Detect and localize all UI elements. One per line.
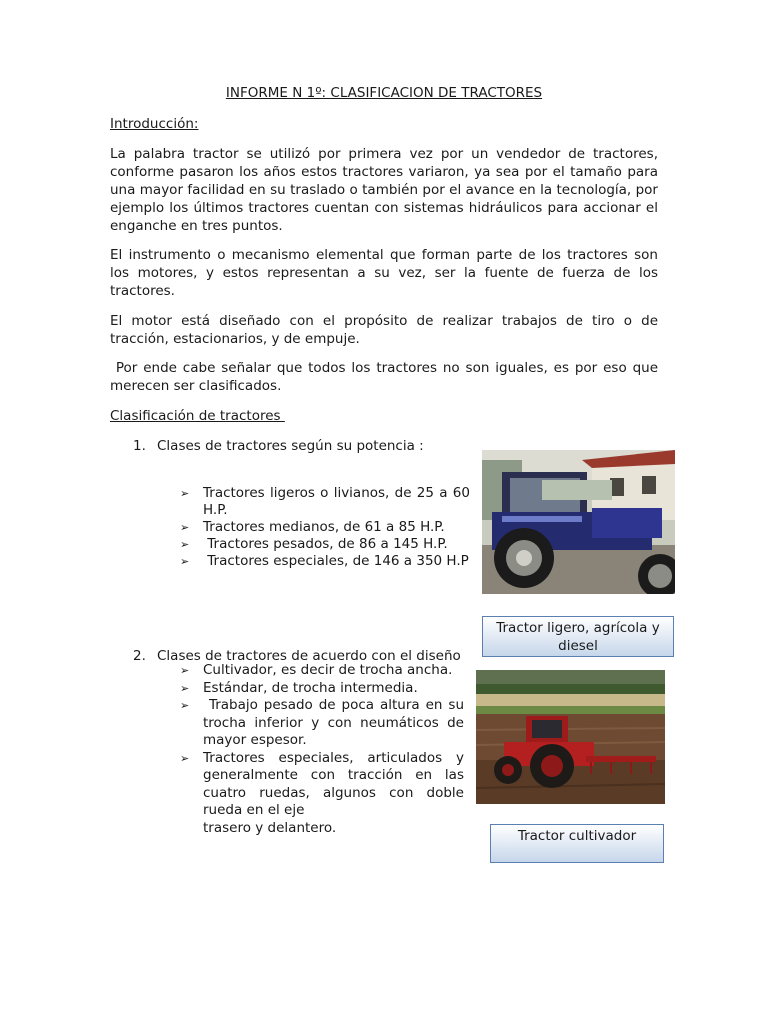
- classification-heading: Clasificación de tractores: [110, 408, 285, 424]
- paragraph-1: La palabra tractor se utilizó por primera vez por un vendedor de tractores, conforme pasaron los años estos tractores variaron, ya sea por el tamaño para una mayor facilidad en su traslado o también por el avance en la tecnología, por ejemplo los últimos tractores cuentan con sistemas hidráulicos para accionar el enganche en tres puntos.: [110, 146, 658, 234]
- tractor-ligero-photo: [482, 450, 675, 594]
- list-item: ➢ Estándar, de trocha intermedia.: [180, 679, 418, 696]
- intro-heading: Introducción:: [110, 116, 199, 132]
- list-item-continuation: trasero y delantero.: [203, 819, 337, 836]
- section2-heading: Clases de tractores de acuerdo con el diseño: [157, 648, 461, 664]
- section1-heading: Clases de tractores según su potencia :: [157, 438, 424, 454]
- list-item: ➢ Tractores especiales, de 146 a 350 H.P: [180, 553, 469, 569]
- list-item: ➢ Trabajo pesado de poca altura en su trocha inferior y con neumáticos de mayor espesor.: [180, 697, 469, 748]
- paragraph-2: El instrumento o mecanismo elemental que forman parte de los tractores son los motores, y estos representan a su vez, ser la fuente de fuerza de los tractores.: [110, 247, 658, 299]
- section2-list: [180, 662, 469, 837]
- list-item: ➢ Tractores medianos, de 61 a 85 H.P.: [180, 519, 445, 535]
- arrow-bullet-icon: ➢: [180, 699, 190, 712]
- arrow-bullet-icon: ➢: [180, 555, 190, 568]
- list-item: ➢ Cultivador, es decir de trocha ancha.: [180, 662, 453, 678]
- arrow-bullet-icon: ➢: [180, 487, 190, 500]
- list-item: ➢ Tractores ligeros o livianos, de 25 a 60 H.P.: [180, 485, 470, 518]
- arrow-bullet-icon: ➢: [180, 664, 190, 677]
- list-item: ➢ Tractores pesados, de 86 a 145 H.P.: [180, 536, 448, 552]
- tractor-cultivador-photo: [476, 670, 665, 804]
- page-title: INFORME N 1º: CLASIFICACION DE TRACTORES: [225, 85, 543, 101]
- caption-tractor-cultivador: Tractor cultivador: [490, 824, 664, 863]
- paragraph-4: Por ende cabe señalar que todos los tractores no son iguales, es por eso que merecen ser clasificados.: [110, 360, 663, 394]
- arrow-bullet-icon: ➢: [180, 538, 190, 551]
- section1-number: 1.: [133, 438, 146, 454]
- section2-number: 2.: [133, 648, 146, 664]
- caption-tractor-ligero: Tractor ligero, agrícola y diesel: [482, 616, 674, 657]
- section1-list: [180, 485, 470, 570]
- list-item: ➢ Tractores especiales, articulados y generalmente con tracción en las cuatro ruedas, algunos con doble rueda en el eje: [180, 749, 464, 818]
- arrow-bullet-icon: ➢: [180, 751, 190, 765]
- arrow-bullet-icon: ➢: [180, 521, 190, 534]
- paragraph-3: El motor está diseñado con el propósito de realizar trabajos de tiro o de tracción, estacionarios, y de empuje.: [110, 313, 658, 347]
- arrow-bullet-icon: ➢: [180, 681, 190, 695]
